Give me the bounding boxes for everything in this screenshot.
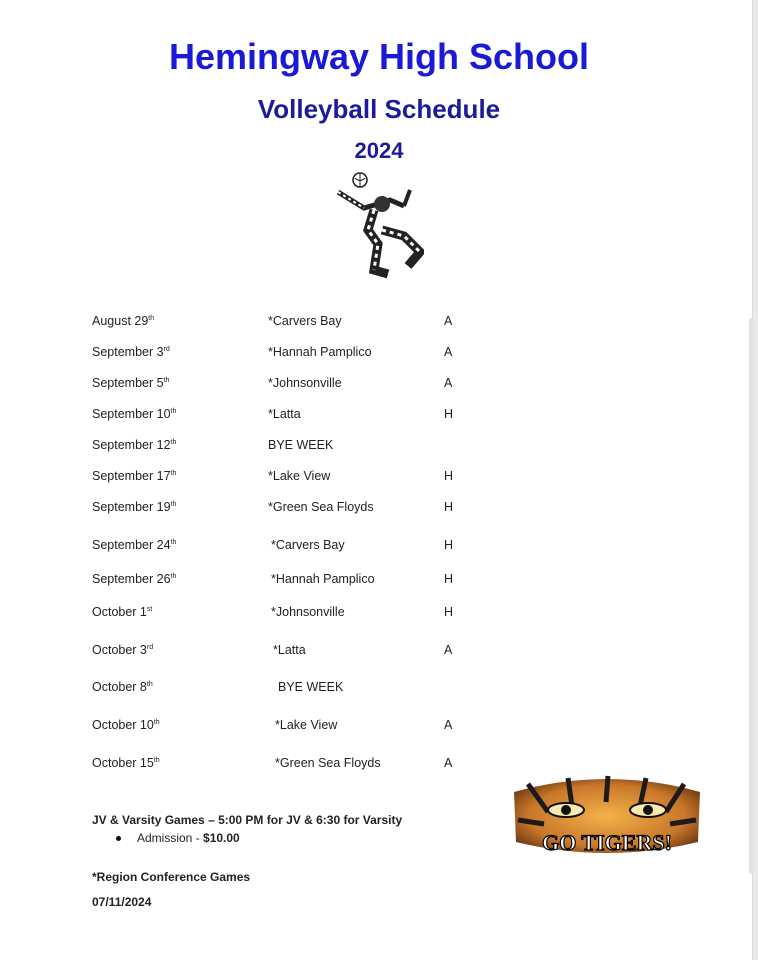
game-date-text: October 3 xyxy=(92,643,147,657)
opponent: *Latta xyxy=(273,643,306,657)
home-away: A xyxy=(444,314,453,328)
game-date xyxy=(92,314,154,328)
home-away: A xyxy=(444,376,453,390)
home-away: H xyxy=(444,407,454,421)
home-away: H xyxy=(444,500,454,514)
bullet-icon xyxy=(116,836,121,841)
game-date xyxy=(92,376,169,390)
date-suffix: th xyxy=(170,573,177,580)
home-away: H xyxy=(444,572,454,586)
opponent: *Green Sea Floyds xyxy=(268,500,374,514)
game-date xyxy=(92,756,160,770)
date-suffix: th xyxy=(170,408,177,415)
school-name: Hemingway High School xyxy=(168,36,590,77)
home-away: A xyxy=(444,643,453,657)
opponent: *Lake View xyxy=(268,469,331,483)
date-suffix: th xyxy=(170,539,177,546)
schedule-title: Volleyball Schedule xyxy=(257,94,501,124)
game-date xyxy=(92,438,176,452)
game-date xyxy=(92,538,176,552)
document-date: 07/11/2024 xyxy=(92,895,152,909)
game-date-text: August 29 xyxy=(92,314,149,328)
opponent: *Carvers Bay xyxy=(268,314,342,328)
home-away: H xyxy=(444,605,454,619)
opponent: *Hannah Pamplico xyxy=(268,345,372,359)
game-date-text: September 17 xyxy=(92,469,171,483)
game-date xyxy=(92,605,152,619)
home-away: A xyxy=(444,345,453,359)
game-date-text: September 5 xyxy=(92,376,164,390)
game-date-text: September 19 xyxy=(92,500,171,514)
volleyball-player-illustration xyxy=(334,170,424,282)
date-suffix: th xyxy=(170,470,177,477)
admission-item xyxy=(116,831,240,845)
date-suffix: th xyxy=(163,377,170,384)
game-date xyxy=(92,500,176,514)
date-suffix: rd xyxy=(163,346,170,353)
opponent: *Green Sea Floyds xyxy=(275,756,381,770)
vertical-scrollbar[interactable] xyxy=(749,318,754,874)
logo-text: GO TIGERS! xyxy=(542,830,672,855)
opponent: BYE WEEK xyxy=(278,680,344,694)
home-away: A xyxy=(444,756,453,770)
opponent: *Johnsonville xyxy=(271,605,345,619)
opponent: *Carvers Bay xyxy=(271,538,345,552)
opponent: *Latta xyxy=(268,407,301,421)
opponent: *Johnsonville xyxy=(268,376,342,390)
admission-label: Admission - xyxy=(137,831,204,845)
game-date-text: September 12 xyxy=(92,438,171,452)
date-suffix: th xyxy=(170,439,177,446)
date-suffix: th xyxy=(153,719,160,726)
date-suffix: rd xyxy=(146,644,154,651)
game-date-text: October 8 xyxy=(92,680,147,694)
game-date xyxy=(92,345,170,359)
game-date-text: October 10 xyxy=(92,718,154,732)
game-date-text: September 24 xyxy=(92,538,171,552)
schedule-year: 2024 xyxy=(354,138,404,163)
date-suffix: th xyxy=(148,315,155,322)
game-date-text: September 26 xyxy=(92,572,171,586)
home-away: H xyxy=(444,538,454,552)
game-date xyxy=(92,643,153,657)
admission-price: $10.00 xyxy=(203,831,240,845)
home-away: H xyxy=(444,469,454,483)
region-games-note: *Region Conference Games xyxy=(92,870,251,884)
date-suffix: st xyxy=(146,606,153,613)
game-date-text: October 15 xyxy=(92,756,154,770)
opponent: BYE WEEK xyxy=(268,438,334,452)
game-times-note: JV & Varsity Games – 5:00 PM for JV & 6:30 for Varsity xyxy=(92,813,403,827)
game-date xyxy=(92,718,160,732)
game-date xyxy=(92,469,176,483)
date-suffix: th xyxy=(146,681,153,688)
game-date xyxy=(92,572,176,586)
game-date xyxy=(92,680,153,694)
go-tigers-logo xyxy=(508,772,706,860)
date-suffix: th xyxy=(153,757,160,764)
game-date-text: September 10 xyxy=(92,407,171,421)
date-suffix: th xyxy=(170,501,177,508)
game-date-text: September 3 xyxy=(92,345,164,359)
opponent: *Hannah Pamplico xyxy=(271,572,375,586)
game-date xyxy=(92,407,176,421)
home-away: A xyxy=(444,718,453,732)
opponent: *Lake View xyxy=(275,718,338,732)
game-date-text: October 1 xyxy=(92,605,147,619)
